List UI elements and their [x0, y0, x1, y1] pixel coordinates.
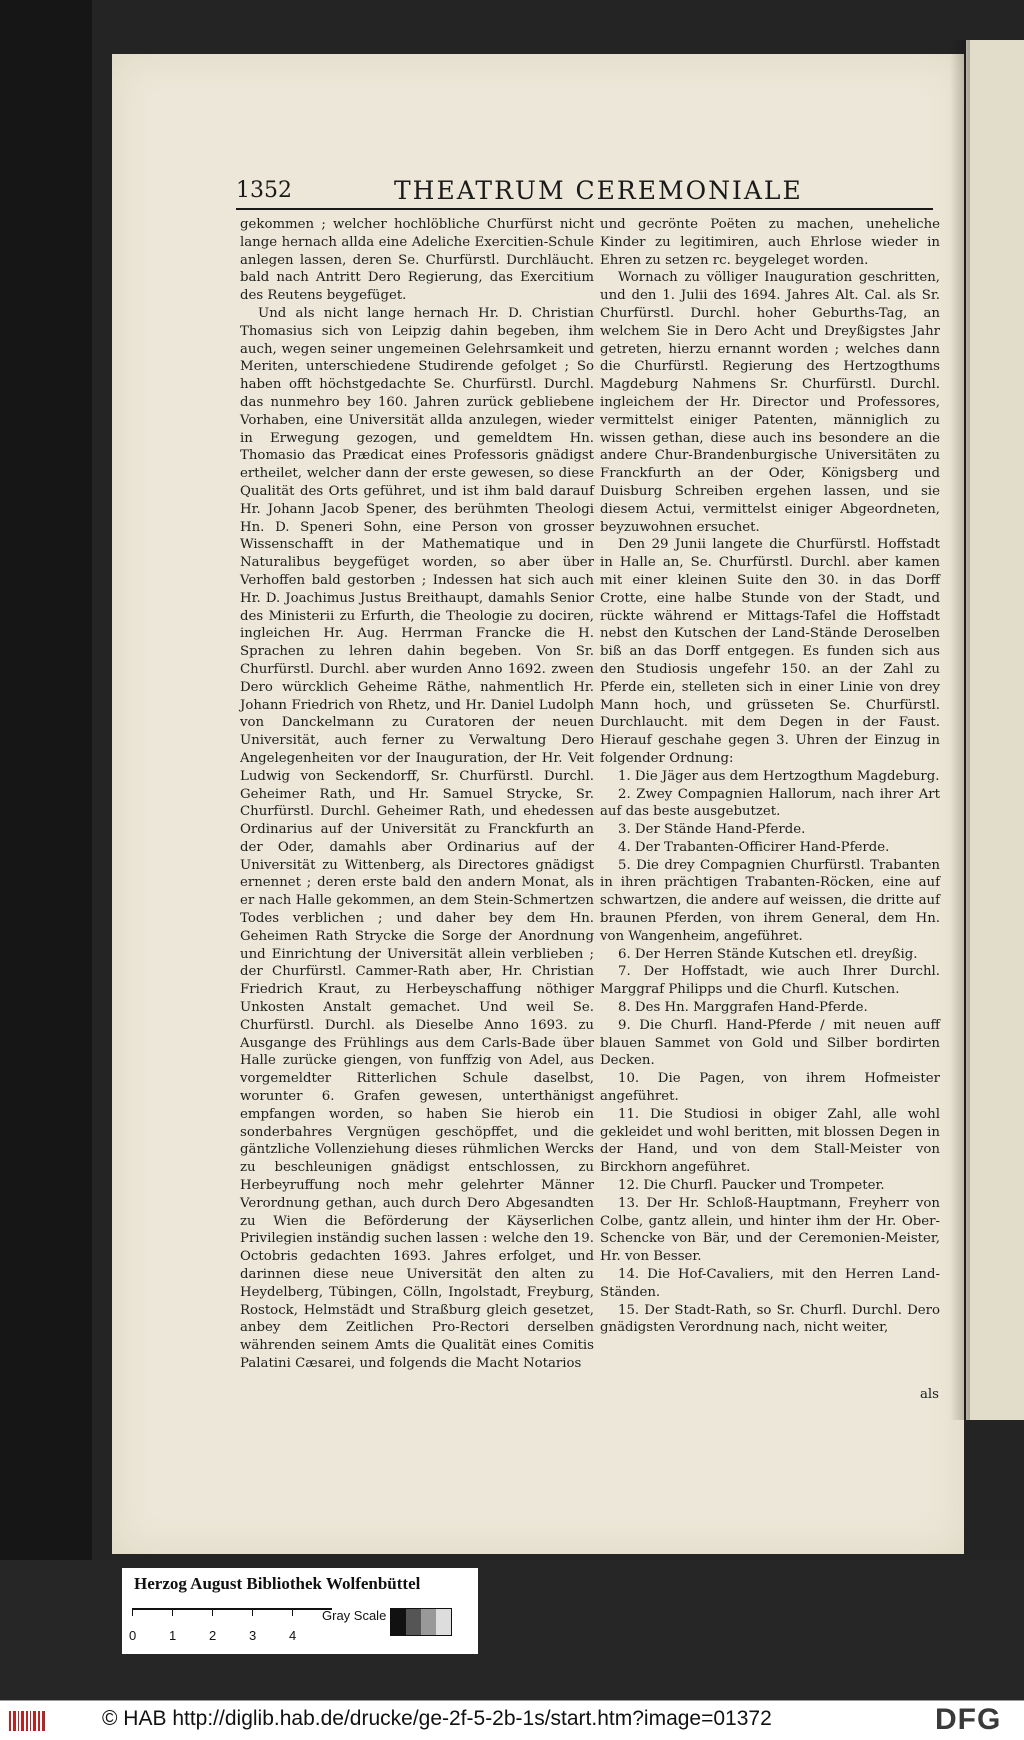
scale-number: 1 [169, 1628, 177, 1643]
paragraph: 12. Die Churfl. Paucker und Trompeter. [618, 1178, 885, 1194]
paragraph: 11. Die Studiosi in obiger Zahl, alle wohl gekleidet und wohl beritten, mit blossen Degen in der Hand, und von dem Stall-Meister von Birckhorn angeführet. [600, 1106, 940, 1176]
paragraph: Wornach zu völliger Inauguration geschritten, und den 1. Julii des 1694. Jahres Alt. Cal. als Sr. Churfürstl. Durchl. hoher Geburths-Tag, an welchem Sie in Dero Acht und Dreyßigstes Jahr getreten, hierzu ernannt worden ; welches dann die Churfürstl. Regierung des Hertzogthums Magdeburg Nahmens Sr. Churfürstl. Durchl. ingleichem der Hr. Director und Professores, vermittelst einiger Patenten, männiglich zu wissen gethan, diese auch ins besondere an die andere Chur-Brandenburgische Universitäten zu Franckfurth an der Oder, Königsberg und Duisburg Schreiben ergehen lassen, und sie diesem Actui, vermittelst einiger Abgeordneten, beyzuwohnen ersuchet. [600, 270, 940, 535]
paragraph: Und als nicht lange hernach Hr. D. Christian Thomasius sich von Leipzig dahin begeben, ihm auch, wegen seiner ungemeinen Gelehrsamkeit und Meriten, unterschiedene Studirende gefolget ; So haben offt höchstgedachte Se. Churfürstl. Durchl. das nunmehro bey 160. Jahren zurück gebliebene Vorhaben, eine Universität allda anzulegen, wieder in Erwegung gezogen, und gemeldtem Hn. Thomasio das Prædicat eines Professoris gnädigst ertheilet, welcher dann der erste gewesen, so diese Qualität des Orts geführet, und ist ihm bald darauf Hr. Johann Jacob Spener, des berühmten Theologi Hn. D. Speneri Sohn, eine Person von grosser Wissenschafft in der Mathematique und in Naturalibus beygefüget worden, so aber über Verhoffen bald gestorben ; Indessen hat sich auch Hr. D. Joachimus Justus Breithaupt, damahls Senior des Ministerii zu Erfurth, die Theologie zu dociren, ingleichen Hr. Aug. Herrman Francke die H. Sprachen zu lehren dahin begeben. Von Sr. Churfürstl. Durchl. aber wurden Anno 1692. zween Dero würcklich Geheime Räthe, nahmentlich Hr. Johann Friedrich von Rhetz, und Hr. Daniel Ludolph von Danckelmann zu Curatoren der neuen Universität, auch ferner zu Verwaltung Dero Angelegenheiten vor der Inauguration, der Hr. Veit Ludwig von Seckendorff, Sr. Churfürstl. Durchl. Geheimer Rath, und Hr. Samuel Strycke, Sr. Churfürstl. Durchl. Geheimer Rath, und ehedessen Ordinarius auf der Universität zu Franckfurth an der Oder, damahls aber Ordinarius auf der Universität zu Wittenberg, als Directores gnädigst ernennet ; deren erste bald den andern Monat, als er nach Halle gekommen, an dem Stein-Schmertzen Todes verblichen ; und daher bey dem Hn. Geheimen Rath Strycke die Sorge der Anordnung und Einrichtung der Universität allein verblieben ; der Churfürstl. Cammer-Rath aber, Hr. Christian Friedrich Kraut, zu Herbeyschaffung nöthiger Unkosten Anstalt gemachet. Und weil Se. Churfürstl. Durchl. als Dieselbe Anno 1693. zu Ausgange des Frühlings aus dem Carls-Bade über Halle zurücke giengen, von funffzig von Adel, aus vorgemeldter Ritterlichen Schule daselbst, worunter 6. Grafen gewesen, unterthänigst empfangen worden, so haben Sie hierob ein sonderbahres Vergnügen geschöpffet, und die gäntzliche Vollenziehung dieses rühmlichen Wercks zu beschleunigen gnädigst entschlossen, zu Herbeyruffung noch mehr gelehrter Männer Verordnung gethan, auch durch Dero Abgesandten zu Wien die Beförderung der Käyserlichen Privilegien inständig suchen lassen : welche den 19. Octobris gedachten 1693. Jahres erfolget, und darinnen diese neue Universität den alten zu Heydelberg, Tübingen, Cölln, Ingolstadt, Freyburg, Rostock, Helmstädt und Straßburg gleich gesetzet, anbey dem Zeitlichen Pro-Rectori derselben währenden seinem Amts die Qualität eines Comitis Palatini Cæsarei, und folgends die Macht Notarios [240, 305, 594, 1371]
scale-tick [172, 1608, 173, 1616]
paragraph: 3. Der Stände Hand-Pferde. [618, 822, 806, 838]
facing-page-edge [966, 40, 1024, 1420]
left-text-column [240, 216, 594, 1373]
running-title: THEATRUM CEREMONIALE [394, 176, 803, 205]
right-text-column [600, 216, 940, 1337]
page-header [236, 176, 936, 208]
paragraph: 9. Die Churfl. Hand-Pferde / mit neuen auff blauen Sammet von Gold und Silber bordirten Decken. [600, 1017, 940, 1069]
scale-number: 2 [209, 1628, 217, 1643]
catchword: als [920, 1387, 940, 1402]
spine-shadow [950, 40, 970, 1420]
copyright-url[interactable]: © HAB http://diglib.hab.de/drucke/ge-2f-5-2b-1s/start.htm?image=01372 [102, 1707, 772, 1730]
scale-tick [252, 1608, 253, 1616]
scale-tick [292, 1608, 293, 1616]
paragraph: und gecrönte Poëten zu machen, uneheliche Kinder zu legitimiren, auch Ehrlose wieder in Ehren zu setzen rc. beygeleget worden. [600, 217, 940, 268]
paragraph: 2. Zwey Compagnien Hallorum, nach ihrer Art auf das beste ausgebutzet. [600, 786, 940, 820]
library-name: Herzog August Bibliothek Wolfenbüttel [134, 1574, 421, 1593]
scan-background-left [0, 0, 92, 1700]
scale-number: 0 [129, 1628, 137, 1643]
scale-number: 4 [289, 1628, 297, 1643]
page-number: 1352 [236, 178, 292, 203]
grayscale-label: Gray Scale [322, 1608, 387, 1623]
paragraph: 15. Der Stadt-Rath, so Sr. Churfl. Durchl. Dero gnädigsten Verordnung nach, nicht weiter, [600, 1302, 940, 1336]
footer-bar [0, 1700, 1024, 1740]
paragraph: 6. Der Herren Stände Kutschen etl. dreyßig. [618, 946, 918, 962]
grayscale-swatches [390, 1608, 452, 1636]
paragraph: 14. Die Hof-Cavaliers, mit den Herren Land-Ständen. [600, 1267, 940, 1300]
gray-swatch [436, 1609, 451, 1635]
centimeter-scale [132, 1608, 332, 1610]
gray-swatch [391, 1609, 406, 1635]
paragraph: 10. Die Pagen, von ihrem Hofmeister angeführet. [600, 1071, 940, 1105]
paragraph: gekommen ; welcher hochlöbliche Churfürst nicht lange hernach allda eine Adeliche Exercitien-Schule anlegen lassen, deren Se. Churfürstl. Durchläucht. bald nach Antritt Dero Regierung, das Exercitium des Reutens beygefüget. [240, 217, 594, 304]
paragraph: Den 29 Junii langete die Churfürstl. Hoffstadt in Halle an, Se. Churfürstl. Durchl. aber kamen mit einer kleinen Suite den 30. in das Dorff Crotte, eine halbe Stunde von der Stadt, und rückte während er Mittags-Tafel die Hoffstadt nebst den Kutschen der Land-Stände Deroselben biß an das Dorff entgegen. Es funden sich aus den Studiosis ungefehr 150. an der Zahl zu Pferde ein, stelleten sich in einer Linie von drey Mann hoch, und grüsseten Se. Churfürstl. Durchlaucht. mit dem Degen in der Faust. Hierauf geschahe gegen 3. Uhren der Einzug in folgender Ordnung: [600, 537, 940, 766]
scale-number: 3 [249, 1628, 257, 1643]
header-rule [236, 208, 933, 210]
gray-swatch [406, 1609, 421, 1635]
dfg-logo: DFG [935, 1703, 1002, 1736]
paragraph: 4. Der Trabanten-Officirer Hand-Pferde. [618, 839, 890, 855]
hab-barcode-logo-icon [8, 1709, 48, 1733]
paragraph: 8. Des Hn. Marggrafen Hand-Pferde. [618, 1000, 868, 1016]
paragraph: 5. Die drey Compagnien Churfürstl. Trabanten in ihren prächtigen Trabanten-Röcken, eine auf schwartzen, die andere auf weissen, die dritte auf braunen Pferden, von ihrem General, dem Hn. von Wangenheim, angeführet. [600, 857, 940, 944]
paragraph: 1. Die Jäger aus dem Hertzogthum Magdeburg. [618, 768, 940, 784]
library-color-card [122, 1568, 478, 1654]
gray-swatch [421, 1609, 436, 1635]
paragraph: 13. Der Hr. Schloß-Hauptmann, Freyherr von Colbe, gantz allein, und hinter ihm der Hr. Ober-Schencke von Bär, und der Ceremonien-Meister, Hr. von Besser. [600, 1195, 940, 1265]
scale-tick [212, 1608, 213, 1616]
paragraph: 7. Der Hoffstadt, wie auch Ihrer Durchl. Marggraf Philipps und die Churfl. Kutschen. [600, 964, 940, 998]
scale-tick [132, 1608, 133, 1616]
